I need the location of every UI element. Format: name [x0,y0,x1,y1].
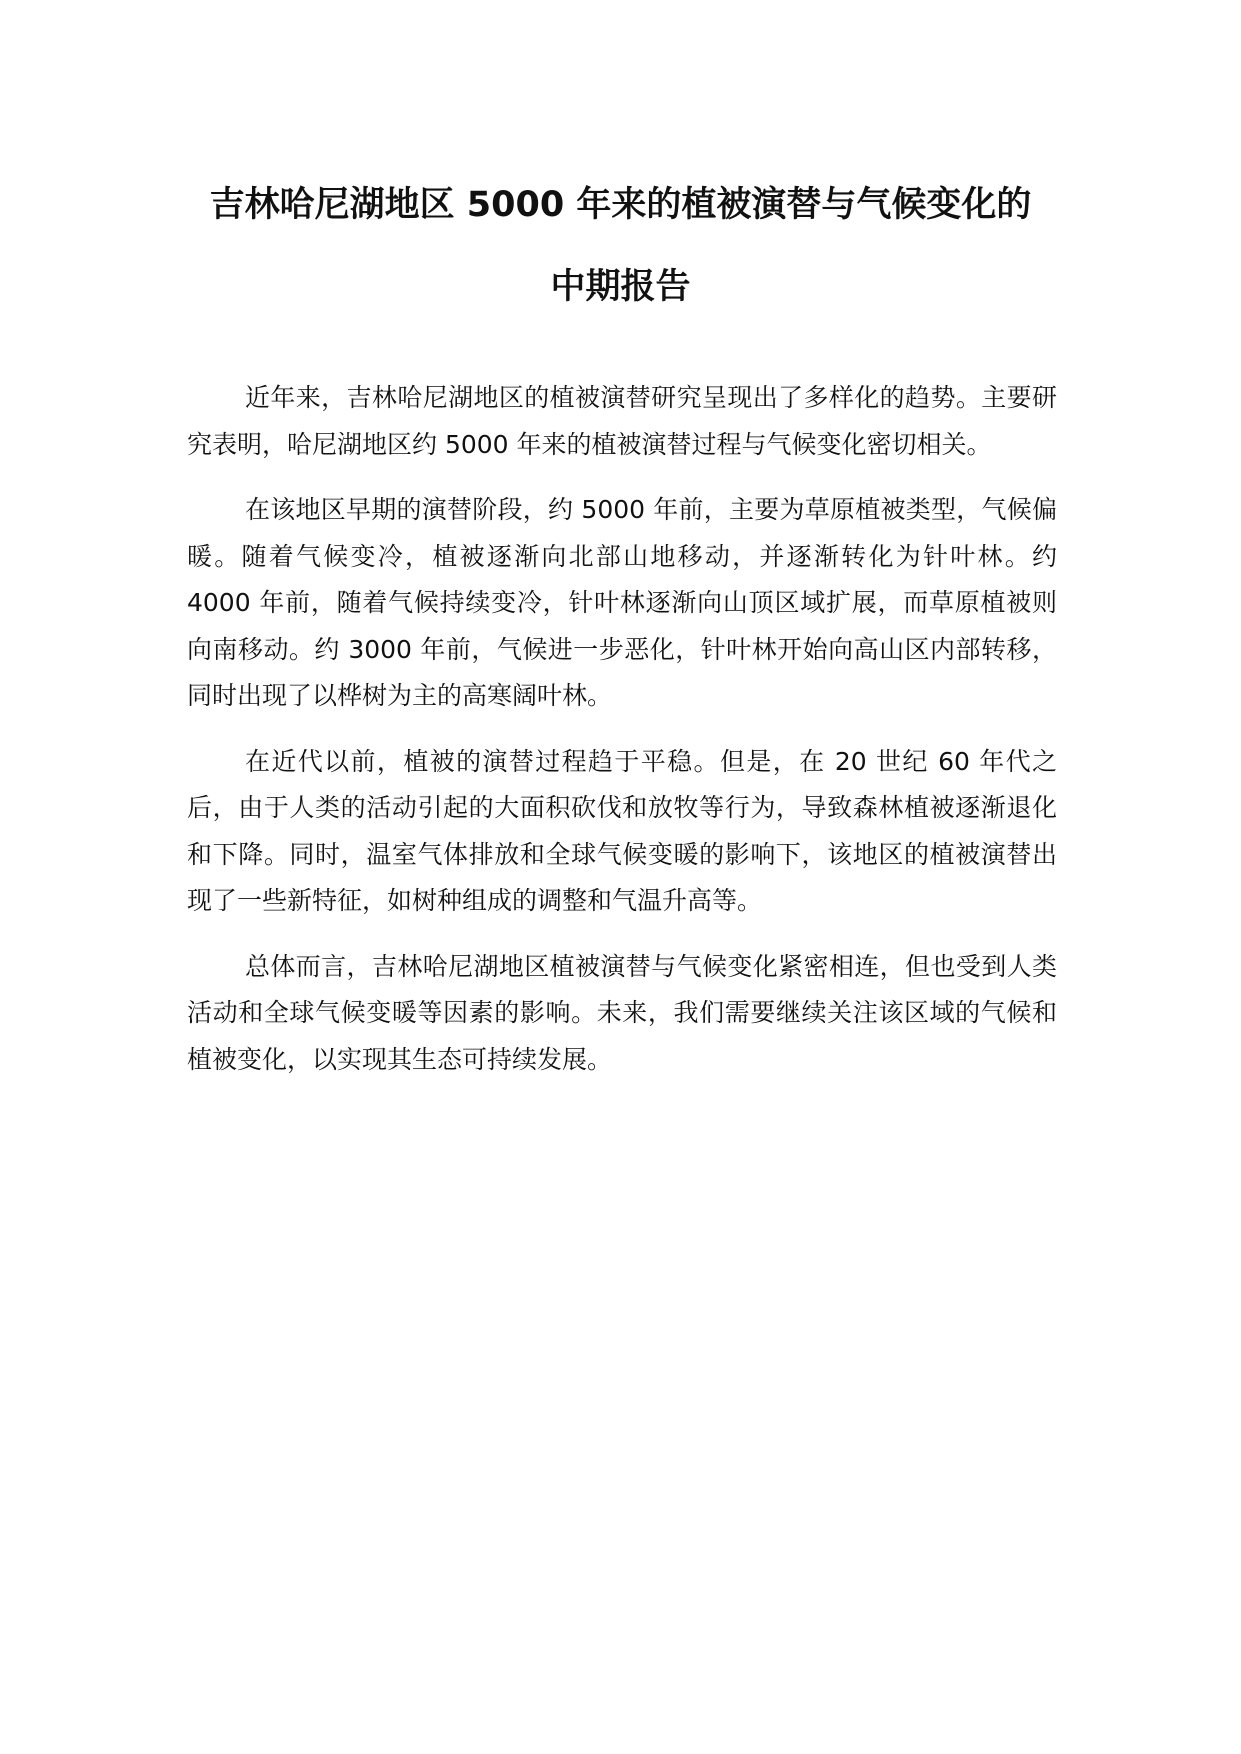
paragraph-4: 总体而言，吉林哈尼湖地区植被演替与气候变化紧密相连，但也受到人类活动和全球气候变暖等因素的影响。未来，我们需要继续关注该区域的气候和植被变化，以实现其生态可持续发展。 [187,951,1057,1074]
paragraph-1: 近年来，吉林哈尼湖地区的植被演替研究呈现出了多样化的趋势。主要研究表明，哈尼湖地区约 5000 年来的植被演替过程与气候变化密切相关。 [187,383,1057,459]
paragraph-3: 在近代以前，植被的演替过程趋于平稳。但是，在 20 世纪 60 年代之后，由于人类的活动引起的大面积砍伐和放牧等行为，导致森林植被逐渐退化和下降。同时，温室气体排放和全球气候变暖的影响下，该地区的植被演替出现了一些新特征，如树种组成的调整和气温升高等。 [187,746,1057,915]
document-title-line-1: 吉林哈尼湖地区 5000 年来的植被演替与气候变化的 [209,185,1032,225]
paragraph-2: 在该地区早期的演替阶段，约 5000 年前，主要为草原植被类型，气候偏暖。随着气候变冷，植被逐渐向北部山地移动，并逐渐转化为针叶林。约 4000 年前，随着气候持续变冷，针叶林逐渐向山顶区域扩展，而草原植被则向南移动。约 3000 年前，气候进一步恶化，针叶林开始向高山区内部转移，同时出现了以桦树为主的高寒阔叶林。 [187,495,1057,710]
document-body [187,375,1057,1102]
document-title-line-2: 中期报告 [550,267,691,307]
